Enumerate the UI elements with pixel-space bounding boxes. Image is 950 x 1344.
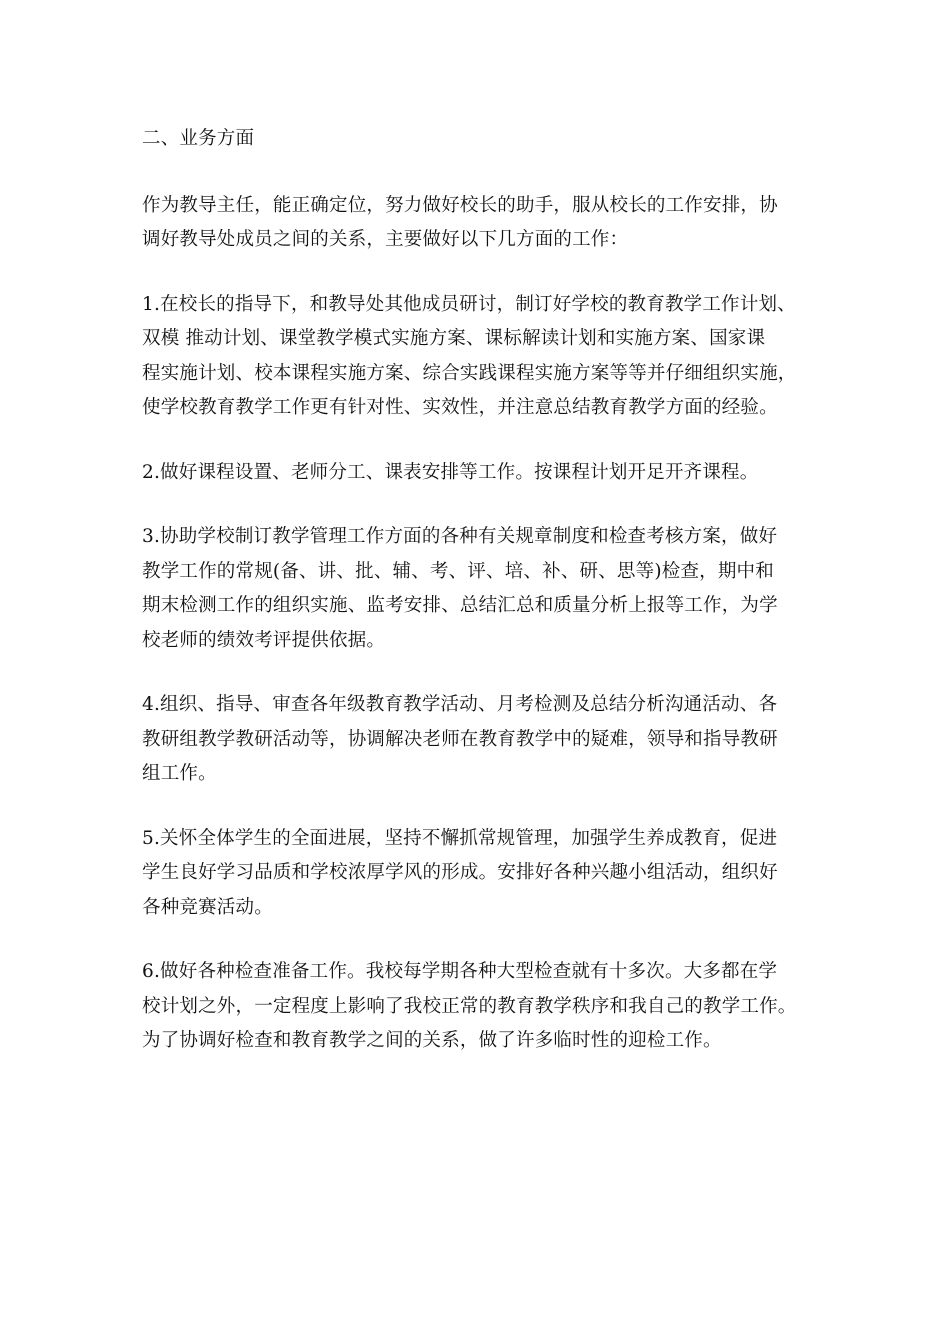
document-body bbox=[142, 122, 822, 1089]
paragraph-item-4 bbox=[142, 688, 822, 792]
section-heading bbox=[142, 122, 822, 157]
paragraph-item-3 bbox=[142, 520, 822, 658]
text-line: 使学校教育教学工作更有针对性、实效性，并注意总结教育教学方面的经验。 bbox=[142, 397, 778, 418]
paragraph-intro bbox=[142, 189, 822, 258]
text-line: 2.做好课程设置、老师分工、课表安排等工作。按课程计划开足开齐课程。 bbox=[142, 461, 759, 483]
text-line: 教学工作的常规(备、讲、批、辅、考、评、培、补、研、思等)检查，期中和 bbox=[142, 560, 774, 582]
text-line: 教研组教学教研活动等，协调解决老师在教育教学中的疑难，领导和指导教研 bbox=[142, 728, 778, 750]
text-line: 调好教导处成员之间的关系，主要做好以下几方面的工作： bbox=[142, 229, 629, 250]
text-line: 程实施计划、校本课程实施方案、综合实践课程实施方案等等并仔细组织实施， bbox=[142, 362, 797, 384]
text-line: 期末检测工作的组织实施、监考安排、总结汇总和质量分析上报等工作，为学 bbox=[142, 595, 778, 616]
text-line: 1.在校长的指导下，和教导处其他成员研讨，制订好学校的教育教学工作计划、 bbox=[142, 293, 796, 315]
heading-text: 二、业务方面 bbox=[142, 128, 255, 149]
text-line: 为了协调好检查和教育教学之间的关系，做了许多临时性的迎检工作。 bbox=[142, 1030, 722, 1051]
text-line: 4.组织、指导、审查各年级教育教学活动、月考检测及总结分析沟通活动、各 bbox=[142, 694, 778, 715]
text-line: 校老师的绩效考评提供依据。 bbox=[142, 629, 386, 651]
text-line: 6.做好各种检查准备工作。我校每学期各种大型检查就有十多次。大多都在学 bbox=[142, 961, 778, 982]
paragraph-item-2 bbox=[142, 456, 822, 491]
paragraph-item-1 bbox=[142, 288, 822, 426]
text-line: 作为教导主任，能正确定位，努力做好校长的助手，服从校长的工作安排，协 bbox=[142, 194, 778, 216]
text-line: 各种竞赛活动。 bbox=[142, 896, 273, 918]
text-line: 校计划之外，一定程度上影响了我校正常的教育教学秩序和我自己的教学工作。 bbox=[142, 995, 797, 1017]
text-line: 5.关怀全体学生的全面进展，坚持不懈抓常规管理，加强学生养成教育，促进 bbox=[142, 827, 778, 849]
paragraph-item-6 bbox=[142, 955, 822, 1059]
text-line: 学生良好学习品质和学校浓厚学风的形成。安排好各种兴趣小组活动，组织好 bbox=[142, 862, 778, 883]
text-line: 3.协助学校制订教学管理工作方面的各种有关规章制度和检查考核方案，做好 bbox=[142, 526, 778, 547]
text-line: 组工作。 bbox=[142, 763, 217, 784]
paragraph-item-5 bbox=[142, 822, 822, 926]
text-line: 双模 推动计划、课堂教学模式实施方案、课标解读计划和实施方案、国家课 bbox=[142, 328, 766, 349]
